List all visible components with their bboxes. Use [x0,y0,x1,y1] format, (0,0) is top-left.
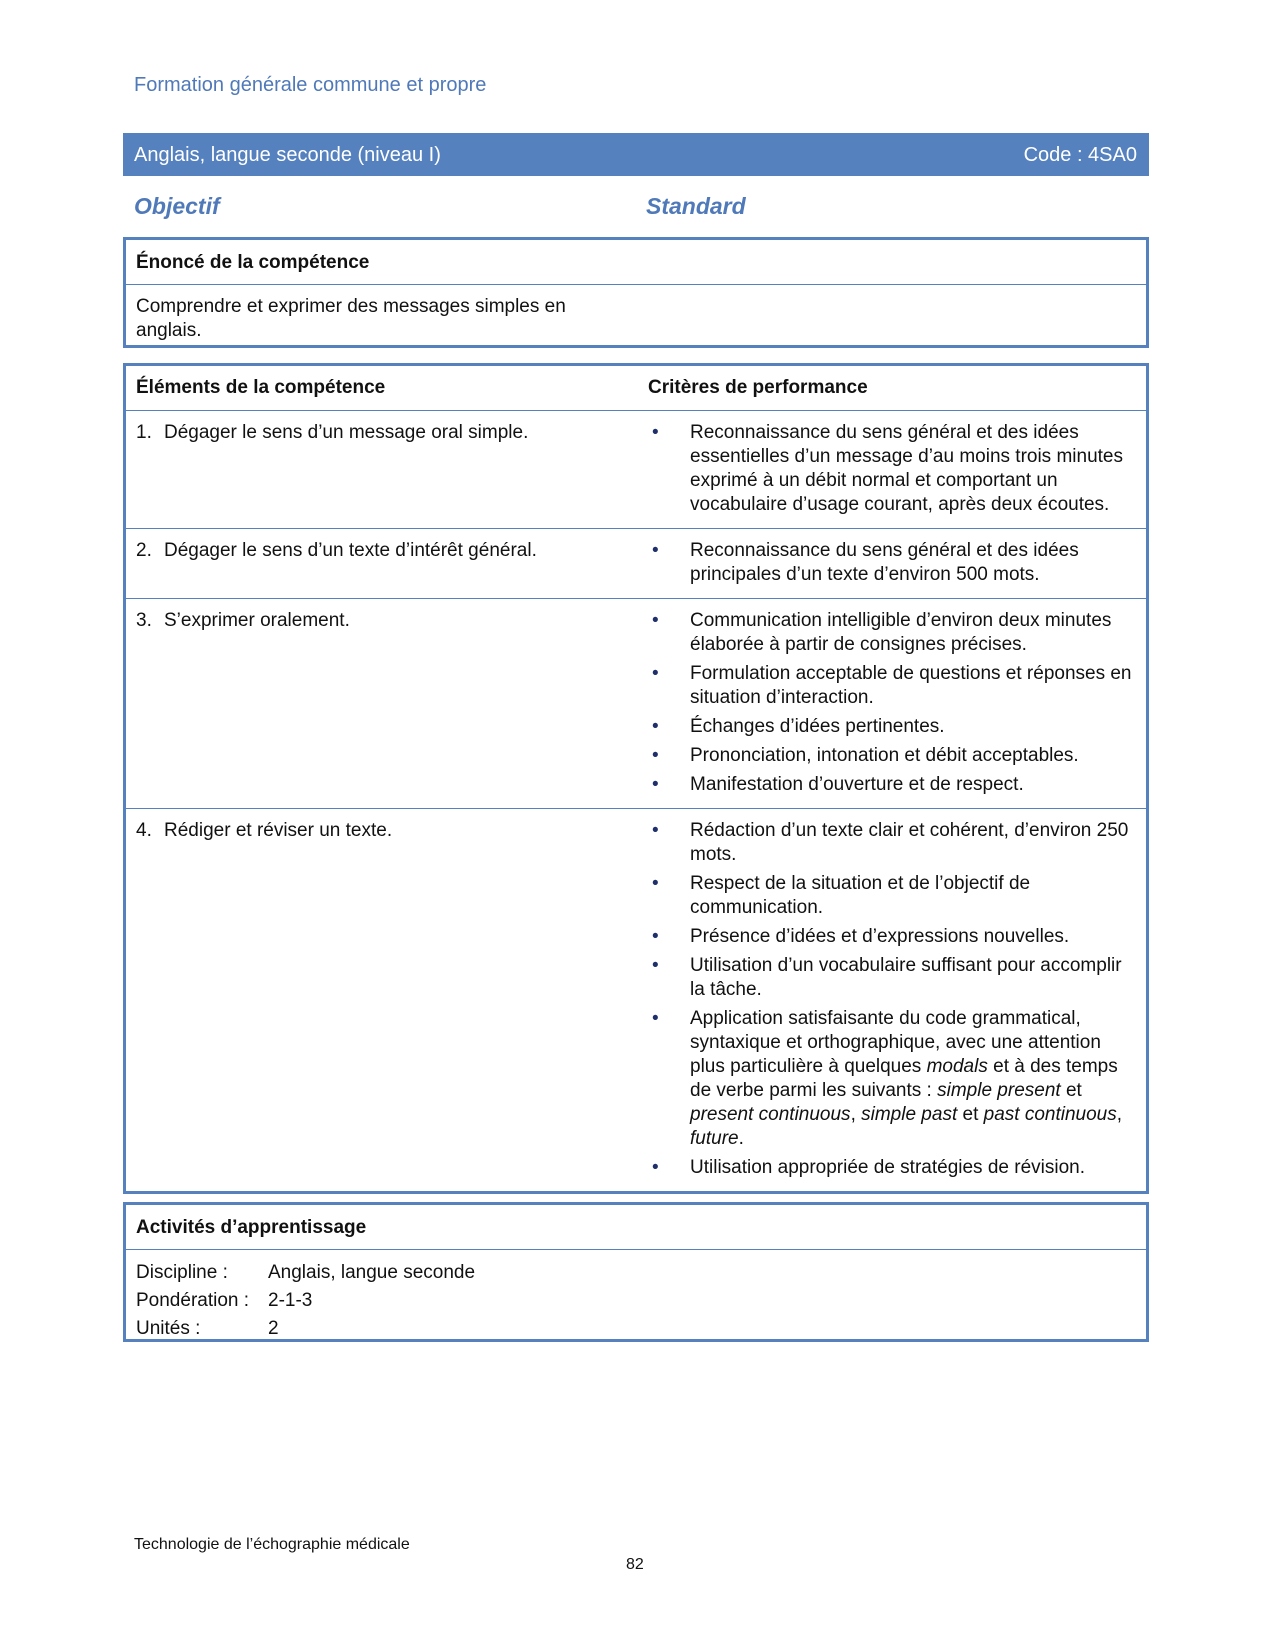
criterion-text: Communication intelligible d’environ deux minutes élaborée à partir de consignes précises. [690,610,1112,655]
bullet-icon: • [652,1157,659,1178]
criteria-cell [638,809,1146,1191]
divider [126,284,1146,285]
elements-table [123,363,1149,1194]
criterion-item [648,1007,1138,1151]
criterion-text: Respect de la situation et de l’objectif de communication. [690,873,1031,918]
bullet-icon: • [652,663,659,684]
criteria-cell [638,411,1146,528]
element-number: 1. [136,422,152,443]
criterion-text: Manifestation d’ouverture et de respect. [690,774,1024,795]
enonce-text: Comprendre et exprimer des messages simples en anglais. [136,296,566,341]
criterion-text: Formulation acceptable de questions et réponses en situation d’interaction. [690,663,1132,708]
criterion-text: Reconnaissance du sens général et des idées principales d’un texte d’environ 500 mots. [690,540,1079,585]
bullet-icon: • [652,716,659,737]
standard-heading: Standard [646,193,746,219]
ponderation-label: Pondération : [136,1290,250,1311]
objectif-heading: Objectif [134,193,220,219]
italic-term: simple past [861,1104,958,1125]
italic-term: past continuous [983,1104,1117,1125]
element-number: 4. [136,820,152,841]
element-number: 2. [136,540,152,561]
bullet-icon: • [652,955,659,976]
italic-term: simple present [937,1080,1061,1101]
element-cell [126,599,638,808]
section-heading: Formation générale commune et propre [134,74,487,96]
criterion-text: Reconnaissance du sens général et des idées essentielles d’un message d’au moins trois minutes exprimé à un débit normal et comportant un vocabulaire d’usage courant, après deux écoutes. [690,422,1123,515]
criterion-item [648,609,1138,657]
criteria-cell [638,529,1146,598]
page-number: 82 [626,1556,644,1573]
bullet-icon: • [652,873,659,894]
criteria-cell [638,599,1146,808]
bullet-icon: • [652,610,659,631]
element-text: Dégager le sens d’un texte d’intérêt général. [164,540,537,561]
element-cell [126,411,638,528]
criterion-item [648,662,1138,710]
criterion-fragment: , [850,1104,862,1125]
bullet-icon: • [652,422,659,443]
element-cell [126,529,638,598]
criterion-item [648,744,1138,768]
table-row [126,411,1146,529]
unites-line [136,1318,279,1340]
enonce-title: Énoncé de la compétence [136,252,370,273]
criterion-text: Présence d’idées et d’expressions nouvelles. [690,926,1070,947]
criterion-text: Prononciation, intonation et débit acceptables. [690,745,1079,766]
course-header-bar [123,133,1149,176]
italic-term: modals [926,1056,988,1077]
criterion-item [648,773,1138,797]
criterion-item [648,715,1138,739]
elements-header: Éléments de la compétence [136,377,386,398]
table-row [126,599,1146,809]
criterion-text: Échanges d’idées pertinentes. [690,716,945,737]
unites-value: 2 [268,1318,279,1339]
italic-term: future [690,1128,739,1149]
criterion-text: Utilisation d’un vocabulaire suffisant pour accomplir la tâche. [690,955,1122,1000]
bullet-icon: • [652,745,659,766]
bullet-icon: • [652,540,659,561]
criterion-item [648,925,1138,949]
element-cell [126,809,638,1191]
ponderation-line [136,1290,312,1312]
bullet-icon: • [652,926,659,947]
criterion-fragment: et [1060,1080,1082,1101]
enonce-box [123,237,1149,348]
bullet-icon: • [652,1008,659,1029]
criterion-item [648,421,1138,517]
bullet-icon: • [652,774,659,795]
criterion-fragment: , [1116,1104,1123,1125]
criterion-item [648,819,1138,867]
discipline-label: Discipline : [136,1262,228,1283]
criterion-text: Utilisation appropriée de stratégies de révision. [690,1157,1085,1178]
criterion-item [648,872,1138,920]
criterion-text: Rédaction d’un texte clair et cohérent, d’environ 250 mots. [690,820,1129,865]
unites-label: Unités : [136,1318,201,1339]
table-row [126,809,1146,1191]
element-number: 3. [136,610,152,631]
criterion-fragment: Application satisfaisante du code grammatical, syntaxique et orthographique, avec une attention plus particulière à quelques [690,1008,1101,1077]
element-text: S’exprimer oralement. [164,610,350,631]
criterion-item [648,1156,1138,1180]
criterion-item [648,539,1138,587]
course-title: Anglais, langue seconde (niveau I) [134,144,441,166]
activites-box [123,1202,1149,1342]
criterion-text [690,1007,1138,1151]
discipline-value: Anglais, langue seconde [268,1262,476,1283]
bullet-icon: • [652,820,659,841]
element-text: Dégager le sens d’un message oral simple. [164,422,529,443]
criterion-fragment: . [738,1128,744,1149]
course-code: Code : 4SA0 [1023,144,1137,166]
activites-title: Activités d’apprentissage [136,1217,367,1238]
table-header [126,366,1146,411]
footer-program: Technologie de l’échographie médicale [134,1536,410,1553]
ponderation-value: 2-1-3 [268,1290,313,1311]
criterion-fragment: et à des temps de verbe parmi les suivants : [690,1056,1118,1101]
italic-term: present continuous [690,1104,851,1125]
divider [126,1249,1146,1250]
element-text: Rédiger et réviser un texte. [164,820,393,841]
table-body [126,411,1146,1191]
criterion-fragment: et [957,1104,984,1125]
discipline-line [136,1262,475,1284]
criterion-item [648,954,1138,1002]
table-row [126,529,1146,599]
criteria-header: Critères de performance [648,377,868,398]
